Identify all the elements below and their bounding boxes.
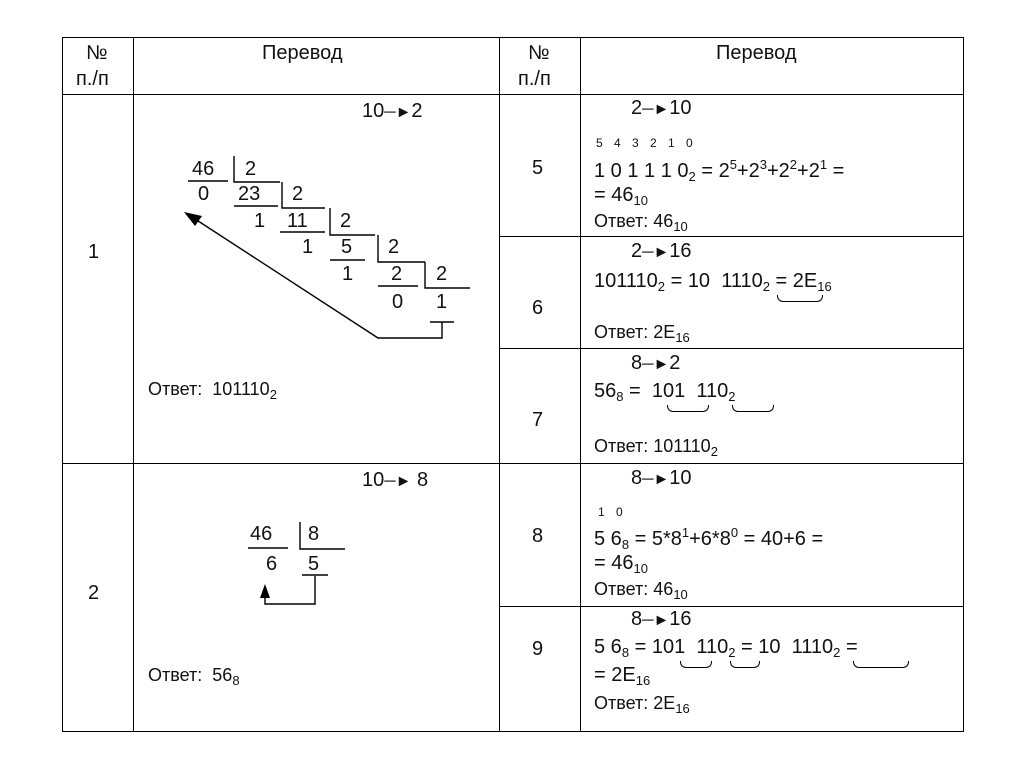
divider <box>499 348 964 349</box>
svg-text:8: 8 <box>308 523 320 545</box>
divider <box>580 37 581 732</box>
expression: $56_8 = 101$ $110_2$ <box>594 380 736 404</box>
answer: Ответ: $2E_{16}$ <box>594 322 690 345</box>
answer: Ответ: $46_{10}$ <box>594 579 688 602</box>
svg-text:2: 2 <box>340 210 352 232</box>
svg-text:5: 5 <box>341 236 353 258</box>
svg-text:1: 1 <box>254 210 266 232</box>
direction-label: 2─►10 <box>631 97 692 119</box>
svg-text:0: 0 <box>392 291 404 313</box>
svg-text:2: 2 <box>292 183 304 205</box>
header-no-sub: п./п <box>76 68 109 90</box>
group-brace <box>853 661 909 668</box>
group-brace <box>732 405 774 412</box>
svg-text:1: 1 <box>436 291 448 313</box>
header-no-sub: п./п <box>518 68 551 90</box>
division-diagram <box>170 150 490 350</box>
svg-text:0: 0 <box>198 183 210 205</box>
row-number: 5 <box>532 157 544 179</box>
svg-text:46: 46 <box>250 523 273 545</box>
digit-indices: 5 4 3 2 1 0 <box>596 136 697 150</box>
division-diagram <box>240 518 360 613</box>
row-number: 8 <box>532 525 544 547</box>
answer: Ответ: $101110_2$ <box>148 379 277 402</box>
row-number: 1 <box>88 241 100 263</box>
header-title: Перевод <box>262 42 343 64</box>
svg-text:2: 2 <box>436 263 448 285</box>
expression: 5 $6_8 = 5*8^1+6*8^0 = 40+6$ = <box>594 525 824 552</box>
expression: $101110_2 = 10$ $1110_2 = 2E_{16}$ <box>594 270 832 294</box>
answer: Ответ: $56_8$ <box>148 665 240 688</box>
divider <box>499 463 964 464</box>
result: = $2E_{16}$ <box>594 664 651 688</box>
svg-text:5: 5 <box>308 553 320 575</box>
svg-text:2: 2 <box>388 236 400 258</box>
row-number: 2 <box>88 582 100 604</box>
row-number: 6 <box>532 297 544 319</box>
group-brace <box>667 405 709 412</box>
expression: 1 0 1 1 1 $0_2 = 2^5+2^3+2^2+2^1$ = <box>594 157 845 184</box>
answer: Ответ: $101110_2$ <box>594 436 718 459</box>
direction-label: 2─►16 <box>631 240 692 262</box>
answer: Ответ: $2E_{16}$ <box>594 693 690 716</box>
direction-label: 8─►2 <box>631 352 681 374</box>
digit-indices: 1 0 <box>598 505 627 519</box>
svg-text:1: 1 <box>342 263 354 285</box>
group-brace <box>777 295 823 302</box>
svg-text:23: 23 <box>238 183 261 205</box>
divider <box>62 94 964 95</box>
result: = $46_{10}$ <box>594 552 648 576</box>
svg-text:2: 2 <box>391 263 403 285</box>
direction-label: 8─►16 <box>631 608 692 630</box>
answer: Ответ: $46_{10}$ <box>594 211 688 234</box>
svg-text:11: 11 <box>287 210 308 232</box>
divider <box>499 236 964 237</box>
divisor: 2 <box>245 158 257 180</box>
group-brace <box>730 661 760 668</box>
dividend: 46 <box>192 158 215 180</box>
row-number: 9 <box>532 638 544 660</box>
divider <box>62 463 500 464</box>
header-title: Перевод <box>716 42 797 64</box>
direction-label: 10─► 8 <box>362 469 429 491</box>
divider <box>499 37 500 732</box>
divider <box>133 37 134 732</box>
header-no: № <box>86 42 108 64</box>
result: = $46_{10}$ <box>594 184 648 208</box>
direction-label: 8─►10 <box>631 467 692 489</box>
expression: 5 $6_8 = 101$ $110_2 = 10$ $1110_2$ = <box>594 636 858 660</box>
direction-label: 10─►2 <box>362 100 423 122</box>
group-brace <box>680 661 712 668</box>
row-number: 7 <box>532 409 544 431</box>
svg-text:6: 6 <box>266 553 278 575</box>
svg-text:1: 1 <box>302 236 314 258</box>
header-no: № <box>528 42 550 64</box>
divider <box>499 606 964 607</box>
